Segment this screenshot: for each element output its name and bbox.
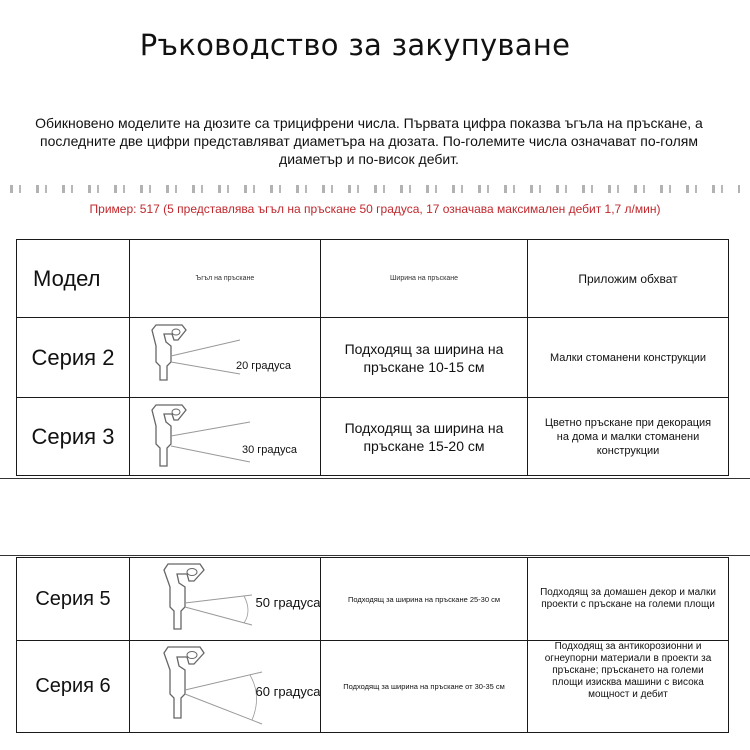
angle-cell	[130, 641, 321, 733]
width-cell: Подходящ за ширина на пръскане от 30-35 см	[321, 641, 528, 733]
model-cell: Серия 5	[17, 558, 130, 641]
width-cell: Подходящ за ширина на пръскане 15-20 см	[321, 398, 528, 476]
model-cell: Серия 3	[17, 398, 130, 476]
intro-paragraph: Обикновено моделите на дюзите са трицифрени числа. Първата цифра показва ъгъла на пръскане, а последните две цифри представляват диаметъра на дюзата. По-големите числа означават по-голям диаметър и по-висок дебит.	[35, 115, 703, 167]
nozzle-table-bottom	[16, 557, 729, 733]
table-row	[17, 641, 729, 733]
scope-cell: Подходящ за антикорозионни и огнеупорни материали в проекти за пръскане; пръскането на големи площи изисква машини с висока мощност и дебит	[528, 641, 729, 733]
model-cell: Серия 2	[17, 318, 130, 398]
width-cell: Подходящ за ширина на пръскане 25-30 см	[321, 558, 528, 641]
table-row	[17, 318, 729, 398]
header-angle: Ъгъл на пръскане	[130, 240, 321, 318]
table-header-row	[17, 240, 729, 318]
scope-cell: Подходящ за домашен декор и малки проекти с пръскане на големи площи	[528, 558, 729, 641]
angle-cell	[130, 398, 321, 476]
scope-cell: Цветно пръскане при декорация на дома и малки стоманени конструкции	[528, 398, 729, 476]
divider	[0, 555, 750, 556]
angle-cell	[130, 558, 321, 641]
nozzle-table-top	[16, 239, 729, 476]
header-model: Модел	[17, 240, 130, 318]
table-row	[17, 398, 729, 476]
scope-cell: Малки стоманени конструкции	[528, 318, 729, 398]
table-row	[17, 558, 729, 641]
spray-nozzle-icon	[140, 402, 310, 476]
divider	[0, 478, 750, 479]
angle-label: 50 градуса	[255, 595, 321, 610]
model-cell: Серия 6	[17, 641, 130, 733]
header-scope: Приложим обхват	[528, 240, 729, 318]
angle-label: 20 градуса	[236, 360, 291, 372]
angle-label: 60 градуса	[255, 684, 321, 699]
spray-nozzle-icon	[140, 322, 310, 392]
divider	[10, 185, 740, 193]
page-title: Ръководство за закупуване	[139, 28, 571, 62]
angle-cell	[130, 318, 321, 398]
header-width: Ширина на пръскане	[321, 240, 528, 318]
example-note: Пример: 517 (5 представлява ъгъл на пръскане 50 градуса, 17 означава максимален дебит 1,7 л/мин)	[89, 202, 661, 216]
angle-label: 30 градуса	[242, 444, 297, 456]
width-cell: Подходящ за ширина на пръскане 10-15 см	[321, 318, 528, 398]
